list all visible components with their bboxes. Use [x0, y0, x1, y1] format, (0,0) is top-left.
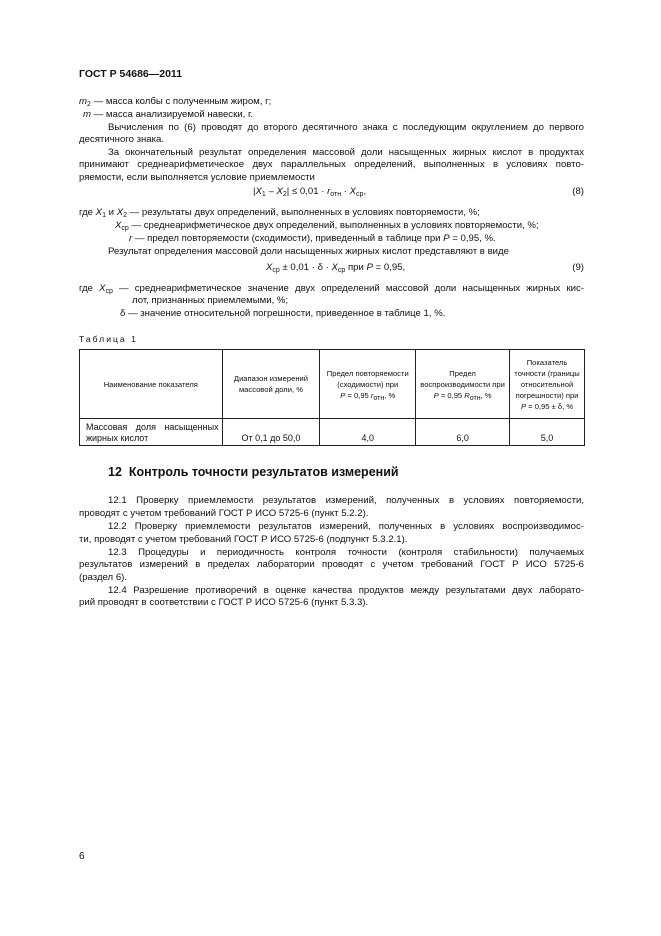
- table-1: [79, 349, 585, 446]
- paragraph-line: За окончательный результат определения массовой доли насыщенных жирных кислот в продуктах: [108, 147, 584, 158]
- equation-number: (8): [572, 186, 584, 197]
- equation-number: (9): [572, 262, 584, 273]
- definition-r: r — предел повторяемости (сходимости), приведенный в таблице при P = 0,95, %.: [129, 233, 496, 244]
- section-heading: 12 Контроль точности результатов измерений: [108, 465, 399, 479]
- page-number: 6: [79, 851, 85, 862]
- table-caption: Таблица 1: [79, 334, 138, 344]
- definition-xcp-result-cont: лот, признанных приемлемыми, %;: [132, 295, 289, 306]
- equation-8: $|X_1 - X_2| \le 0,01 \cdot r_{отн} \cdot X_{ср}$,: [253, 186, 367, 198]
- definition-m: m — масса анализируемой навески, г.: [83, 109, 253, 120]
- paragraph-line: десятичного знака.: [79, 134, 165, 145]
- paragraph-line: 12.2 Проверку приемлемости результатов измерений, полученных в условиях воспроизводимос-: [108, 521, 584, 532]
- definition-m2: $m_2$ — масса колбы с полученным жиром, г;: [79, 96, 272, 108]
- paragraph-line: 12.4 Разрешение противоречий в оценке качества продуктов между результатами двух лаборато-: [108, 585, 584, 596]
- paragraph-line: ти, проводят с учетом требований ГОСТ Р ИСО 5725-6 (подпункт 5.3.2.1).: [79, 534, 408, 545]
- paragraph-line: Результат определения массовой доли насыщенных жирных кислот представляют в виде: [108, 246, 509, 257]
- equation-9: $X_{ср} \pm 0,01 \cdot \delta \cdot X_{ср}$ при P = 0,95,: [266, 262, 406, 274]
- paragraph-line: 12.3 Процедуры и периодичность контроля точности (контроля стабильности) получаемых: [108, 547, 584, 558]
- paragraph-line: результатов измерений в пределах лаборатории проводят с учетом требований ГОСТ Р ИСО 5725-6: [79, 559, 584, 570]
- table-header-cell: Предел повторяемости (сходимости) при P = 0,95 $r_{отн}$, %: [320, 350, 416, 419]
- definition-xcp: $X_{ср}$ — среднеарифметическое двух определений, выполненных в условиях повторяемости, %;: [115, 220, 539, 232]
- definition-delta: δ — значение относительной погрешности, приведенное в таблице 1, %.: [120, 308, 446, 319]
- paragraph-line: принимают среднеарифметическое двух параллельных определений, выполненных в условиях повто-: [79, 159, 584, 170]
- table-cell-accuracy: 5,0: [510, 419, 585, 446]
- table-header-row: [80, 350, 585, 419]
- table-cell-range: От 0,1 до 50,0: [222, 419, 320, 446]
- paragraph-line: проводят с учетом требований ГОСТ Р ИСО 5725-6 (пункт 5.2.2).: [79, 508, 369, 519]
- table-row: [80, 419, 585, 446]
- table-cell-name: Массовая доля насыщенных жирных кислот: [80, 419, 223, 446]
- definition-xcp-result: где $X_{ср}$ — среднеарифметическое значение двух определений массовой доли насыщенных жирных кис-: [79, 283, 585, 295]
- table-cell-repeatability: 4,0: [320, 419, 416, 446]
- paragraph-line: 12.1 Проверку приемлемости результатов измерений, полученных в условиях повторяемости,: [108, 495, 584, 506]
- paragraph-line: Вычисления по (6) проводят до второго десятичного знака с последующим округлением до первого: [108, 122, 584, 133]
- table-header-cell: Диапазон измерений массовой доли, %: [222, 350, 320, 419]
- table-header-cell: Показатель точности (границы относительной погрешности) при P = 0,95 ± δ, %: [510, 350, 585, 419]
- paragraph-line: рий проводят в соответствии с ГОСТ Р ИСО 5725-6 (пункт 5.3.3).: [79, 597, 369, 608]
- table-cell-reproducibility: 6,0: [416, 419, 510, 446]
- document-header: ГОСТ Р 54686—2011: [79, 68, 183, 80]
- table-header-cell: Наименование показателя: [80, 350, 223, 419]
- definition-x1-x2: где $X_1$ и $X_2$ — результаты двух определений, выполненных в условиях повторяемости, %;: [79, 207, 480, 219]
- table-header-cell: Предел воспроизводимости при P = 0,95 $R_{отн}$, %: [416, 350, 510, 419]
- paragraph-line: ряемости, если выполняется условие приемлемости: [79, 172, 315, 183]
- paragraph-line: (раздел 6).: [79, 572, 128, 583]
